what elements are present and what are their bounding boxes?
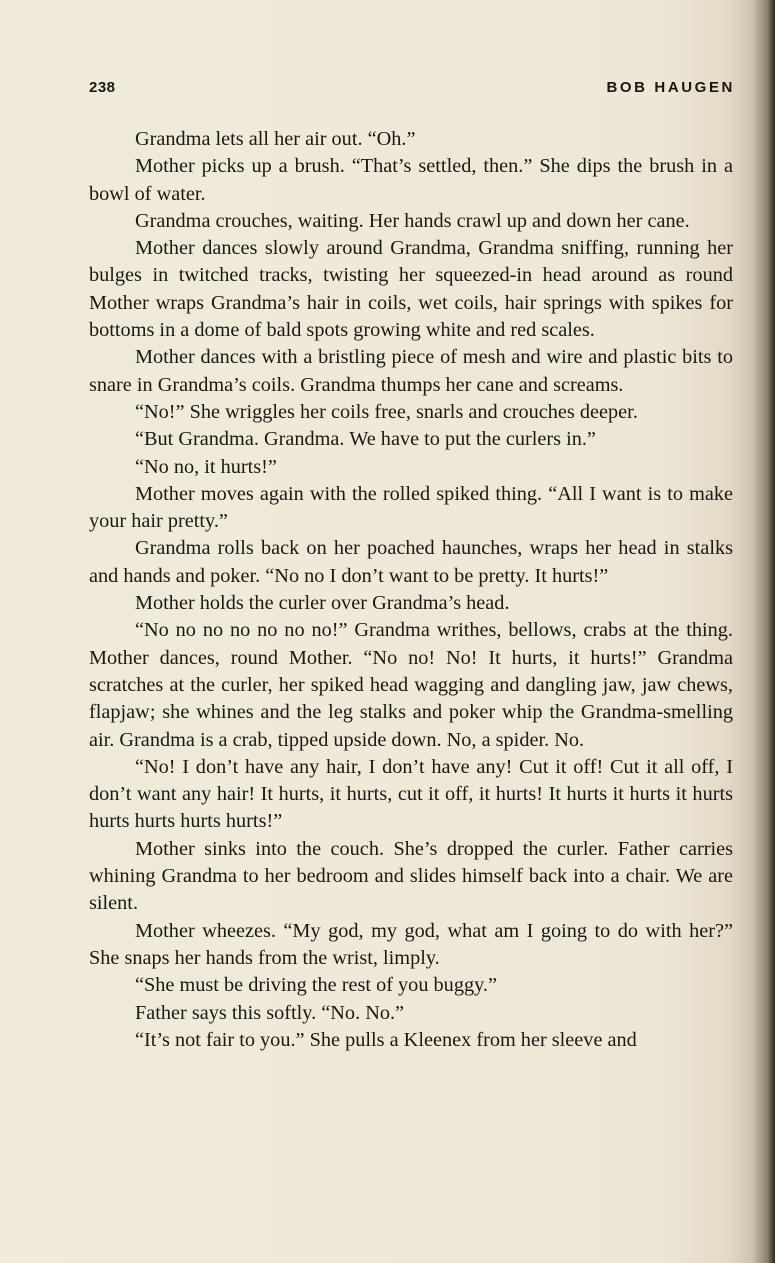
running-head: BOB HAUGEN: [606, 79, 735, 96]
paragraph: “No!” She wriggles her coils free, snarls and crouches deeper.: [135, 400, 638, 423]
paragraph: Father says this softly. “No. No.”: [135, 1001, 405, 1024]
paragraph: Grandma rolls back on her poached haunches, wraps her head in stalks and hands and poker. “No no I don’t want to be pretty. It hurts!”: [89, 537, 733, 587]
page-header: [89, 79, 735, 99]
paragraph: “No no, it hurts!”: [135, 455, 277, 478]
paragraph: “No! I don’t have any hair, I don’t have any! Cut it off! Cut it all off, I don’t want any hair! It hurts, it hurts, cut it off, it hurts! It hurts it hurts it hurts hurts hurts hurts hurts!”: [89, 755, 733, 833]
paragraph: “It’s not fair to you.” She pulls a Kleenex from her sleeve and: [135, 1028, 637, 1051]
page-number: 238: [89, 79, 116, 96]
paragraph: Grandma crouches, waiting. Her hands crawl up and down her cane.: [135, 209, 690, 232]
paragraph: Mother holds the curler over Grandma’s head.: [135, 592, 510, 615]
paragraph: “No no no no no no no!” Grandma writhes, bellows, crabs at the thing. Mother dances, round Mother. “No no! No! It hurts, it hurts!” Grandma scratches at the curler, her spiked head wagging and dangling jaw, jaw chews, flapjaw; she whines and the leg stalks and poker whip the Grandma-smelling air. Grandma is a crab, tipped upside down. No, a spider. No.: [89, 619, 733, 751]
body-text: [89, 126, 733, 1054]
paragraph: “She must be driving the rest of you buggy.”: [135, 974, 497, 997]
paragraph: Mother dances with a bristling piece of mesh and wire and plastic bits to snare in Grandma’s coils. Grandma thumps her cane and screams.: [89, 346, 733, 396]
paragraph: Grandma lets all her air out. “Oh.”: [135, 128, 416, 150]
paragraph: “But Grandma. Grandma. We have to put the curlers in.”: [135, 428, 596, 451]
paragraph: Mother picks up a brush. “That’s settled, then.” She dips the brush in a bowl of water.: [89, 155, 733, 205]
paragraph: Mother moves again with the rolled spiked thing. “All I want is to make your hair pretty.”: [89, 482, 733, 533]
paragraph: Mother sinks into the couch. She’s dropped the curler. Father carries whining Grandma to her bedroom and slides himself back into a chair. We are silent.: [89, 837, 733, 915]
paragraph: Mother wheezes. “My god, my god, what am I going to do with her?” She snaps her hands from the wrist, limply.: [89, 919, 733, 969]
paragraph: Mother dances slowly around Grandma, Grandma sniffing, running her bulges in twitched tracks, twisting her squeezed-in head around as round Mother wraps Grandma’s hair in coils, wet coils, hair springs with spikes for bottoms in a dome of bald spots growing white and red scales.: [89, 237, 733, 342]
